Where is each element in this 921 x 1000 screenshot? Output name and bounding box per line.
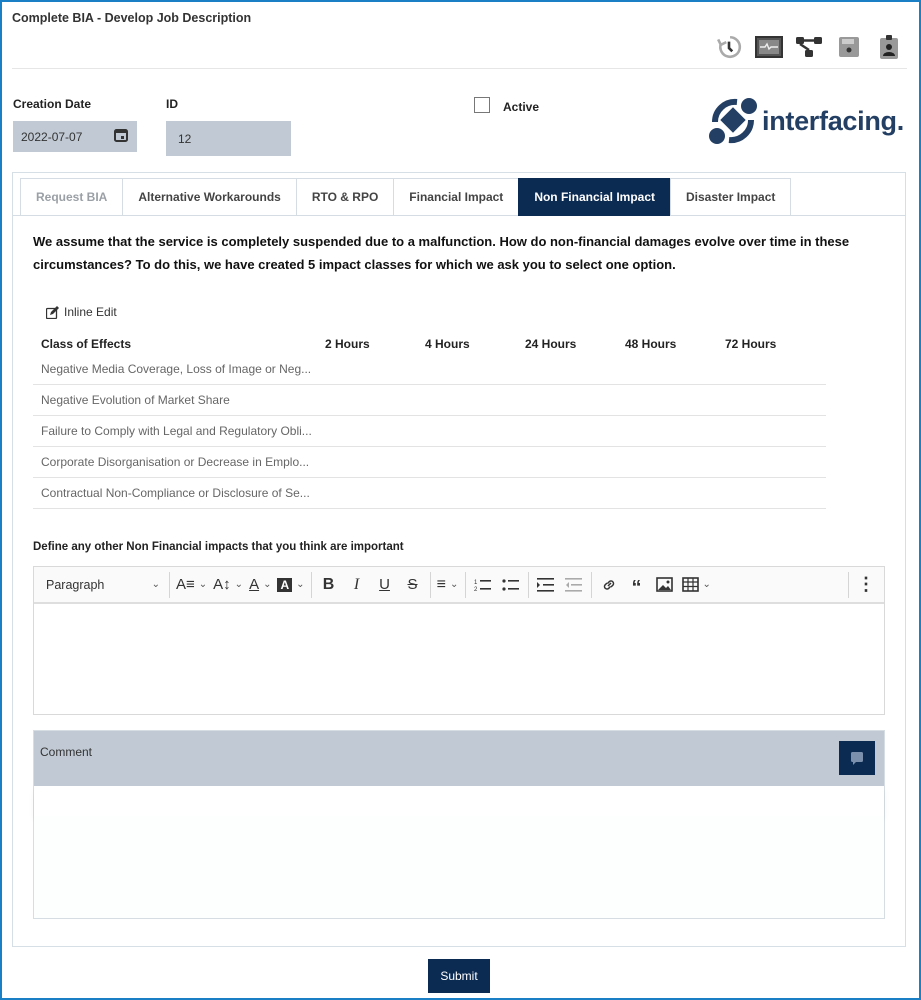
cell-class: Negative Media Coverage, Loss of Image or Neg... bbox=[41, 362, 312, 376]
cell-class: Corporate Disorganisation or Decrease in Emplo... bbox=[41, 455, 310, 469]
top-toolbar bbox=[715, 34, 903, 60]
toolbar-divider bbox=[848, 572, 849, 598]
italic-icon: I bbox=[353, 575, 360, 593]
editor-content[interactable] bbox=[34, 604, 884, 714]
table-row[interactable] bbox=[33, 416, 826, 447]
outdent-button[interactable] bbox=[560, 571, 588, 599]
blockquote-button[interactable] bbox=[623, 571, 651, 599]
effects-grid bbox=[33, 334, 826, 509]
column-header-4h[interactable]: 4 Hours bbox=[425, 337, 470, 351]
background-color-button[interactable] bbox=[274, 571, 307, 599]
toolbar-divider bbox=[169, 572, 170, 598]
font-color-icon: A bbox=[249, 576, 260, 593]
bold-icon: B bbox=[322, 575, 335, 593]
tab-rto-rpo[interactable]: RTO & RPO bbox=[296, 178, 393, 216]
more-vertical-icon: ⋮ bbox=[857, 574, 875, 594]
clipboard-user-icon[interactable] bbox=[875, 34, 903, 60]
table-button[interactable] bbox=[679, 571, 714, 599]
logo-text: interfacing. bbox=[762, 105, 904, 136]
paragraph-dropdown[interactable] bbox=[40, 571, 166, 599]
table-row[interactable] bbox=[33, 447, 826, 478]
comment-list bbox=[34, 816, 884, 918]
creation-date-label: Creation Date bbox=[13, 97, 92, 111]
toolbar-divider bbox=[311, 572, 312, 598]
font-size-icon: A↕ bbox=[213, 576, 231, 593]
header-divider bbox=[12, 68, 907, 69]
outdent-icon bbox=[565, 578, 583, 592]
align-left-icon: ≡ bbox=[436, 575, 446, 593]
font-color-button[interactable] bbox=[246, 571, 274, 599]
active-label: Active bbox=[503, 100, 540, 114]
italic-button[interactable] bbox=[343, 571, 371, 599]
quote-icon: “ bbox=[631, 576, 642, 599]
comment-label: Comment bbox=[40, 745, 93, 759]
editor-toolbar bbox=[34, 567, 884, 604]
tab-disaster-impact[interactable]: Disaster Impact bbox=[670, 178, 791, 216]
numbered-list-icon bbox=[474, 578, 492, 592]
svg-text:1: 1 bbox=[473, 579, 477, 586]
grid-header bbox=[33, 334, 826, 354]
column-header-72h[interactable]: 72 Hours bbox=[725, 337, 777, 351]
table-icon bbox=[682, 577, 699, 592]
toolbar-divider bbox=[465, 572, 466, 598]
page-title: Complete BIA - Develop Job Description bbox=[12, 11, 252, 25]
chevron-down-icon: ⌄ bbox=[450, 579, 459, 590]
inline-edit-label: Inline Edit bbox=[64, 305, 117, 319]
comment-header bbox=[34, 731, 884, 786]
creation-date-field[interactable] bbox=[13, 121, 137, 152]
font-size-button[interactable] bbox=[210, 571, 246, 599]
column-header-24h[interactable]: 24 Hours bbox=[525, 337, 577, 351]
chevron-down-icon: ⌄ bbox=[702, 579, 711, 590]
inline-edit-button[interactable] bbox=[46, 305, 117, 319]
table-row[interactable] bbox=[33, 478, 826, 509]
chevron-down-icon: ⌄ bbox=[151, 579, 160, 590]
chevron-down-icon: ⌄ bbox=[198, 579, 208, 590]
svg-text:2: 2 bbox=[473, 586, 477, 592]
column-header-48h[interactable]: 48 Hours bbox=[625, 337, 677, 351]
toolbar-divider bbox=[591, 572, 592, 598]
rich-text-editor bbox=[33, 566, 885, 715]
bold-button[interactable] bbox=[315, 571, 343, 599]
column-header-class[interactable]: Class of Effects bbox=[41, 337, 132, 351]
add-comment-button[interactable] bbox=[839, 741, 875, 775]
active-checkbox[interactable] bbox=[474, 97, 490, 113]
save-icon[interactable] bbox=[835, 34, 863, 60]
toolbar-divider bbox=[528, 572, 529, 598]
indent-button[interactable] bbox=[532, 571, 560, 599]
numbered-list-button[interactable] bbox=[469, 571, 497, 599]
tab-bar bbox=[20, 178, 791, 216]
link-icon bbox=[601, 577, 617, 593]
font-family-icon: A≡ bbox=[176, 576, 195, 593]
comment-input[interactable] bbox=[34, 786, 884, 816]
strikethrough-icon: S bbox=[407, 576, 418, 593]
font-family-button[interactable] bbox=[173, 571, 210, 599]
align-button[interactable] bbox=[434, 571, 462, 599]
edit-icon bbox=[46, 306, 59, 319]
tab-alternative-workarounds[interactable]: Alternative Workarounds bbox=[122, 178, 295, 216]
tab-request-bia[interactable]: Request BIA bbox=[20, 178, 122, 216]
toolbar-divider bbox=[430, 572, 431, 598]
logo-mark-icon bbox=[707, 96, 759, 146]
table-row[interactable] bbox=[33, 354, 826, 385]
editor-label: Define any other Non Financial impacts that you think are important bbox=[33, 541, 404, 553]
cell-class: Contractual Non-Compliance or Disclosure of Se... bbox=[41, 486, 310, 500]
monitor-pulse-icon[interactable] bbox=[755, 34, 783, 60]
bullet-list-icon bbox=[502, 578, 520, 592]
workflow-icon[interactable] bbox=[795, 34, 823, 60]
background-color-icon: A bbox=[277, 578, 292, 592]
calendar-icon[interactable] bbox=[114, 128, 128, 145]
id-label: ID bbox=[166, 97, 178, 111]
link-button[interactable] bbox=[595, 571, 623, 599]
image-icon bbox=[656, 577, 673, 592]
indent-icon bbox=[537, 578, 555, 592]
history-icon[interactable] bbox=[715, 34, 743, 60]
intro-text: We assume that the service is completely suspended due to a malfunction. How do non-financial damages evolve over time in these circumstances? To do this, we have created 5 impact classes for which we ask you to select one option. bbox=[33, 234, 850, 272]
cell-class: Negative Evolution of Market Share bbox=[41, 393, 230, 407]
id-field: 12 bbox=[166, 121, 291, 156]
creation-date-value: 2022-07-07 bbox=[21, 129, 83, 144]
cell-class: Failure to Comply with Legal and Regulatory Obli... bbox=[41, 424, 312, 438]
underline-icon: U bbox=[379, 576, 390, 593]
submit-button[interactable]: Submit bbox=[428, 959, 490, 993]
chevron-down-icon: ⌄ bbox=[234, 579, 244, 590]
chevron-down-icon: ⌄ bbox=[296, 579, 305, 590]
tab-non-financial-impact[interactable]: Non Financial Impact bbox=[518, 178, 670, 216]
underline-button[interactable] bbox=[371, 571, 399, 599]
column-header-2h[interactable]: 2 Hours bbox=[325, 337, 370, 351]
paragraph-label: Paragraph bbox=[46, 577, 105, 592]
strikethrough-button[interactable] bbox=[399, 571, 427, 599]
chevron-down-icon: ⌄ bbox=[263, 579, 272, 590]
bullet-list-button[interactable] bbox=[497, 571, 525, 599]
interfacing-logo bbox=[707, 96, 904, 146]
comment-section bbox=[33, 730, 885, 919]
table-row[interactable] bbox=[33, 385, 826, 416]
comment-icon bbox=[851, 752, 863, 765]
more-options-button[interactable] bbox=[852, 571, 880, 599]
tab-financial-impact[interactable]: Financial Impact bbox=[393, 178, 518, 216]
image-button[interactable] bbox=[651, 571, 679, 599]
